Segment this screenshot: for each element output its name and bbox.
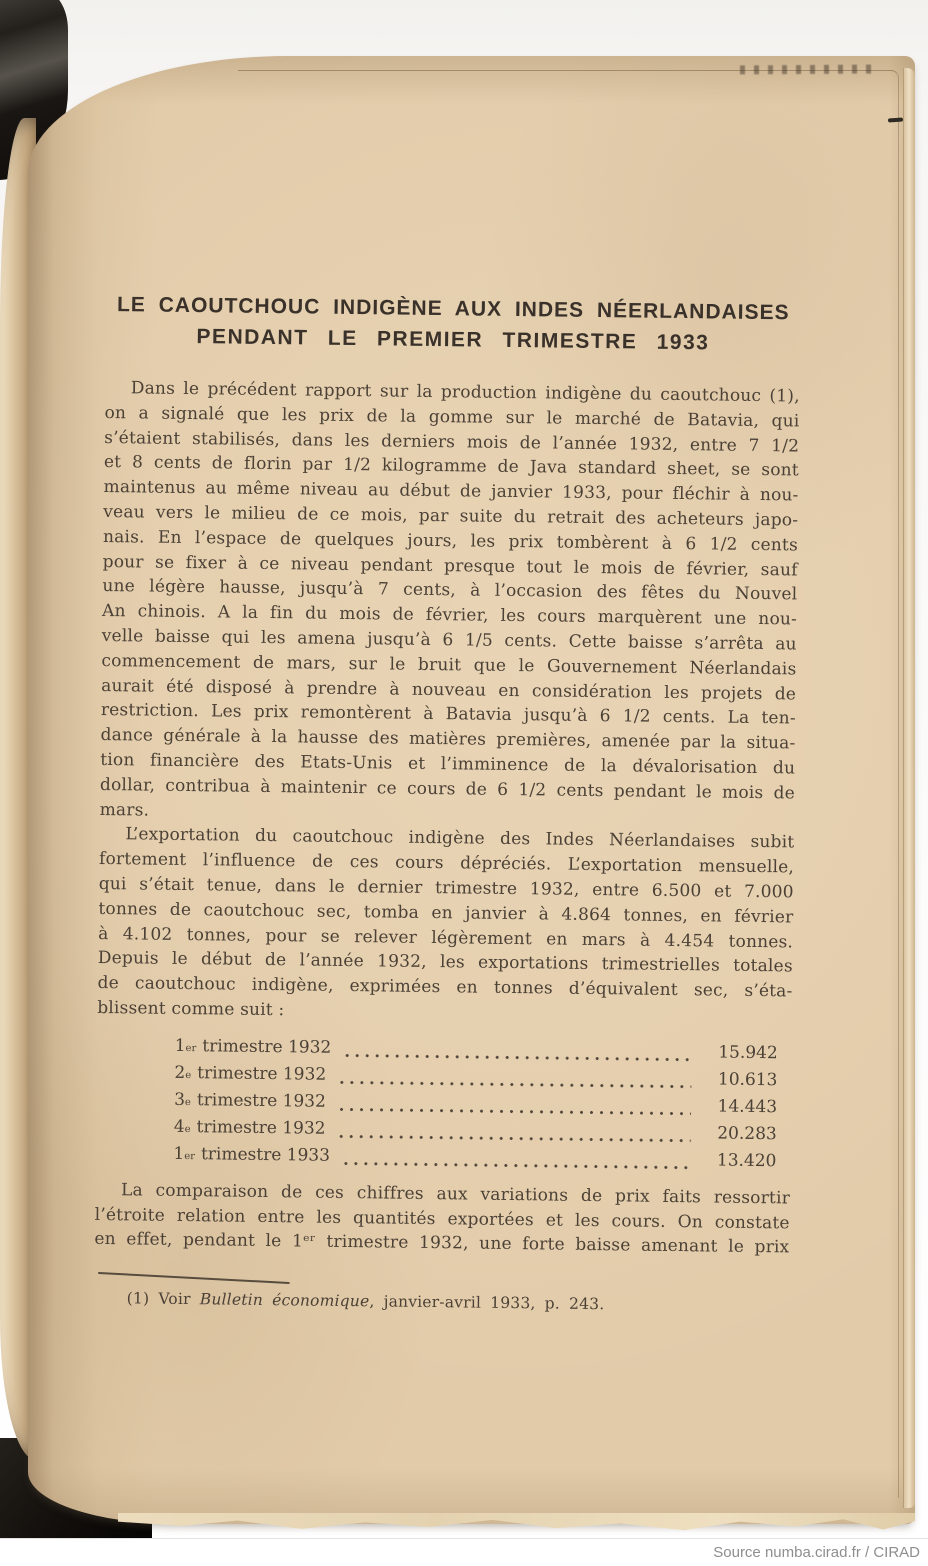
row-label: trimestre 1932	[196, 1116, 326, 1139]
row-label: trimestre 1933	[200, 1143, 331, 1166]
text-line: dollar, contribua à maintenir ce cours de 6 1/2 cents pendant le mois de	[99, 774, 796, 804]
text-line: de caoutchouc indigène, exprimées en tonnes d’équivalent sec, s’éta-	[97, 973, 793, 1002]
text-line: blissent comme suit :	[97, 997, 285, 1021]
text-line: l’étroite relation entre les quantités exportées et les cours. On constate	[94, 1204, 790, 1233]
paragraph-prices	[100, 376, 800, 831]
paragraph-comparison	[94, 1178, 790, 1261]
text-line: La comparaison de ces chiffres aux variations de prix faits ressortir	[120, 1179, 791, 1209]
printed-content	[94, 292, 801, 1316]
text-line: pour se fixer à ce niveau pendant presque tout le mois de février, sauf	[102, 551, 798, 581]
text-line: Dans le précédent rapport sur la production indigène du caoutchouc (1),	[130, 378, 800, 407]
quarterly-exports-table	[173, 1033, 778, 1175]
row-ordinal: 1	[173, 1143, 185, 1164]
dot-leader	[342, 1150, 691, 1174]
text-line: veau vers le milieu de ce mois, par suite du retrait des acheteurs japo-	[103, 501, 799, 531]
row-ordinal: 1	[174, 1035, 186, 1056]
row-label: trimestre 1932	[196, 1089, 326, 1112]
row-value: 13.420	[716, 1150, 777, 1171]
text-line: L’exportation du caoutchouc indigène des Indes Néerlandaises subit	[125, 824, 795, 853]
footnote-suffix: , janvier-avril 1933, p. 243.	[369, 1292, 605, 1314]
footnote	[127, 1289, 789, 1315]
text-line: maintenus au même niveau au début de janvier 1933, pour fléchir à nou-	[103, 477, 799, 506]
text-line: commencement de mars, sur le bruit que le Gouvernement Néerlandais	[101, 650, 797, 680]
row-value: 20.283	[717, 1123, 777, 1144]
row-value: 15.942	[718, 1042, 778, 1063]
row-ordinal: 2	[174, 1062, 186, 1083]
text-line: tonnes de caoutchouc sec, tomba en janvier à 4.864 tonnes, en février	[98, 898, 794, 928]
deckle-bottom-edge	[118, 1513, 915, 1531]
text-line: aurait été disposé à prendre à nouveau en considération les projets de	[101, 675, 797, 705]
article-title-line-1: LE CAOUTCHOUC INDIGÈNE AUX INDES NÉERLANDAISES	[116, 293, 790, 325]
text-line: mars.	[99, 799, 150, 821]
source-attribution-bar	[0, 1538, 928, 1566]
text-line: en effet, pendant le 1ᵉʳ trimestre 1932, une forte baisse amenant le prix	[94, 1229, 790, 1258]
print-offset-marks	[740, 65, 872, 75]
row-value: 10.613	[717, 1069, 778, 1090]
dot-leader	[337, 1123, 690, 1147]
article-title-line-2: PENDANT LE PREMIER TRIMESTRE 1933	[196, 325, 710, 355]
row-ordinal-suffix: e	[184, 1123, 191, 1135]
book-page	[28, 56, 915, 1524]
text-line: une légère hausse, jusqu’à 7 cents, à l’occasion des fêtes du Nouvel	[102, 576, 798, 605]
row-ordinal-suffix: er	[184, 1150, 196, 1162]
text-line: fortement l’influence de ces cours dépréciés. L’exportation mensuelle,	[98, 849, 795, 878]
row-label: trimestre 1932	[197, 1062, 327, 1085]
text-line: et 8 cents de florin par 1/2 kilogramme de Java standard sheet, se sont	[103, 452, 799, 481]
text-line: on a signalé que les prix de la gomme sur le marché de Batavia, qui	[104, 402, 800, 432]
text-line: s’étaient stabilisés, dans les derniers mois de l’année 1932, entre 7 1/2	[104, 427, 800, 457]
text-line: dance générale à la hausse des matières premières, amenée par la situa-	[100, 725, 796, 754]
row-ordinal-suffix: er	[185, 1042, 197, 1054]
text-line: à 4.102 tonnes, pour se relever légèrement en mars à 4.454 tonnes.	[98, 923, 794, 952]
dot-leader	[343, 1042, 692, 1066]
footnote-rule	[98, 1272, 290, 1284]
text-line: qui s’était tenue, dans le dernier trimestre 1932, entre 6.500 et 7.000	[98, 873, 794, 903]
source-attribution-text: Source numba.cirad.fr / CIRAD	[713, 1544, 920, 1561]
page-stack-right-edge	[903, 68, 915, 1508]
row-ordinal-suffix: e	[184, 1096, 191, 1108]
footnote-prefix: (1) Voir	[126, 1289, 200, 1309]
ink-mark	[888, 117, 903, 122]
row-ordinal-suffix: e	[185, 1069, 192, 1081]
text-line: restriction. Les prix remontèrent à Batavia jusqu’à 6 1/2 cents. La ten-	[100, 700, 796, 729]
text-line: velle baisse qui les amena jusqu’à 6 1/5 cents. Cette baisse s’arrêta au	[101, 625, 797, 655]
paragraph-exports	[97, 822, 794, 1029]
text-line: tion financière des Etats-Unis et l’imminence de la dévalorisation du	[100, 749, 796, 779]
row-value: 14.443	[717, 1096, 778, 1117]
dot-leader	[338, 1096, 691, 1120]
text-line: An chinois. A la fin du mois de février, les cours marquèrent une nou-	[101, 601, 798, 630]
text-line: Depuis le début de l’année 1932, les exportations trimestrielles totales	[97, 948, 793, 977]
row-ordinal: 4	[173, 1116, 185, 1137]
row-ordinal: 3	[174, 1089, 186, 1110]
article-title	[105, 292, 801, 361]
row-label: trimestre 1932	[202, 1035, 332, 1058]
text-line: nais. En l’espace de quelques jours, les prix tombèrent à 6 1/2 cents	[102, 526, 799, 556]
footnote-italic-title: Bulletin économique	[199, 1290, 370, 1311]
